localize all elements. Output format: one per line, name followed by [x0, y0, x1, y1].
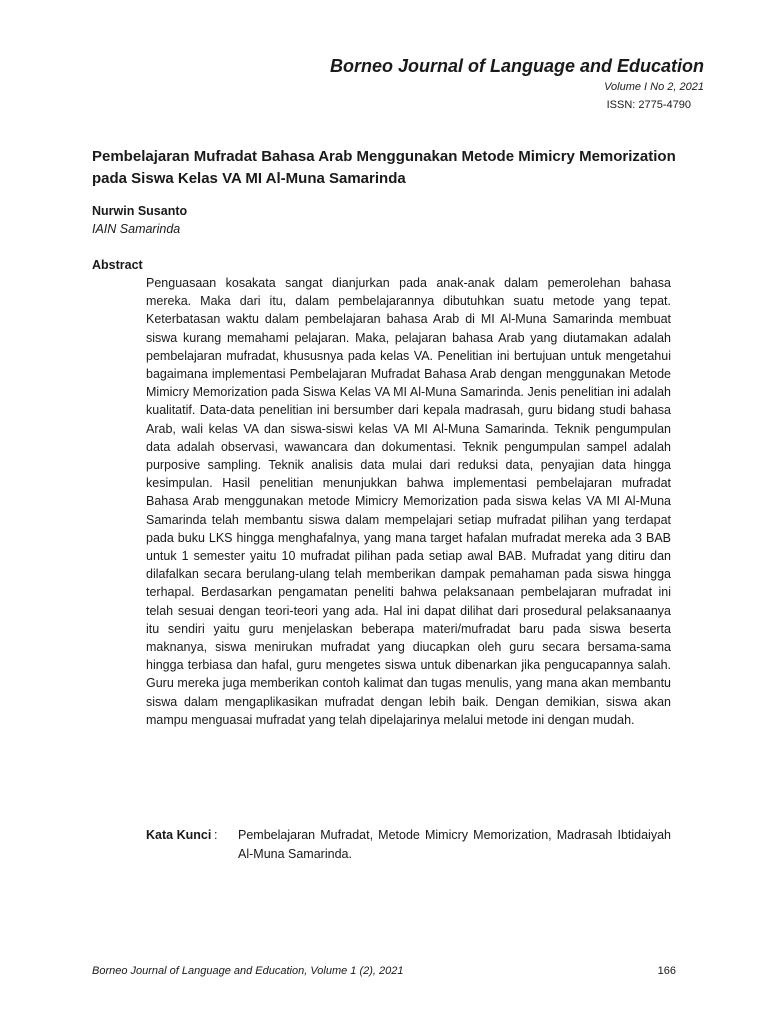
journal-title: Borneo Journal of Language and Education [329, 56, 704, 76]
keywords-label: Kata Kunci [146, 828, 212, 842]
author-affiliation: IAIN Samarinda [92, 222, 181, 236]
article-title: Pembelajaran Mufradat Bahasa Arab Menggunakan Metode Mimicry Memorization pada Siswa Kelas VA MI Al-Muna Samarinda [92, 148, 676, 187]
issn: ISSN: 2775-4790 [606, 99, 691, 111]
keywords-text: Pembelajaran Mufradat, Metode Mimicry Memorization, Madrasah Ibtidaiyah Al-Muna Samarinda. [238, 828, 671, 861]
keywords [146, 826, 671, 863]
author-name: Nurwin Susanto [92, 204, 188, 218]
volume-info: Volume I No 2, 2021 [604, 81, 704, 93]
footer-citation: Borneo Journal of Language and Education, Volume 1 (2), 2021 [92, 965, 404, 977]
page-number: 166 [657, 965, 676, 977]
abstract-body: Penguasaan kosakata sangat dianjurkan pada anak-anak dalam pemerolehan bahasa mereka. Maka dari itu, dalam pembelajarannya dibutuhkan suatu metode yang tepat. Keterbatasan waktu dalam pembelajaran bahasa Arab di MI Al-Muna Samarinda membuat siswa kurang memahami pelajaran. Maka, pelajaran bahasa Arab yang diutamakan adalah pembelajaran mufradat, khususnya pada kelas VA. Penelitian ini bertujuan untuk mengetahui bagaimana implementasi Pembelajaran Mufradat Bahasa Arab dengan menggunakan Metode Mimicry Memorization pada Siswa Kelas VA MI Al-Muna Samarinda. Jenis penelitian ini adalah kualitatif. Data-data penelitian ini bersumber dari kepala madrasah, guru bidang studi bahasa Arab, wali kelas VA dan siswa-siswi kelas VA MI Al-Muna Samarinda. Teknik pengumpulan data adalah observasi, wawancara dan dokumentasi. Teknik pengumpulan sampel adalah purposive sampling. Teknik analisis data mulai dari reduksi data, penyajian data hingga kesimpulan. Hasil penelitian menunjukkan bahwa implementasi pembelajaran mufradat Bahasa Arab menggunakan metode Mimicry Memorization pada siswa kelas VA MI Al-Muna Samarinda telah membantu siswa dalam mempelajari setiap mufradat pilihan yang terdapat pada buku LKS hingga menghafalnya, yang mana target hafalan mufradat mereka ada 3 BAB untuk 1 semester yaitu 10 mufradat pilihan pada setiap awal BAB. Mufradat yang ditiru dan dilafalkan secara berulang-ulang telah memberikan dampak pemahaman pada siswa hingga terhapal. Berdasarkan pengamatan peneliti bahwa pelaksanaan pembelajaran mufradat ini telah sesuai dengan teori-teori yang ada. Hal ini dapat dilihat dari prosedural pelaksanaanya itu sendiri yaitu guru menjelaskan beberapa materi/mufradat baru pada siswa beserta maknanya, siswa menirukan mufradat yang diucapkan oleh guru secara bersama-sama hingga terbiasa dan hafal, guru mengetes siswa untuk dibenarkan jika pengucapannya salah. Guru mereka juga memberikan contoh kalimat dan tugas menulis, yang mana akan membantu siswa dalam mengaplikasikan mufradat dengan lebih baik. Dengan demikian, siswa akan mampu menguasai mufradat yang telah dipelajarinya melalui metode ini dengan mudah. [146, 276, 671, 727]
keywords-colon: : [214, 828, 218, 842]
abstract-heading: Abstract [92, 258, 143, 272]
